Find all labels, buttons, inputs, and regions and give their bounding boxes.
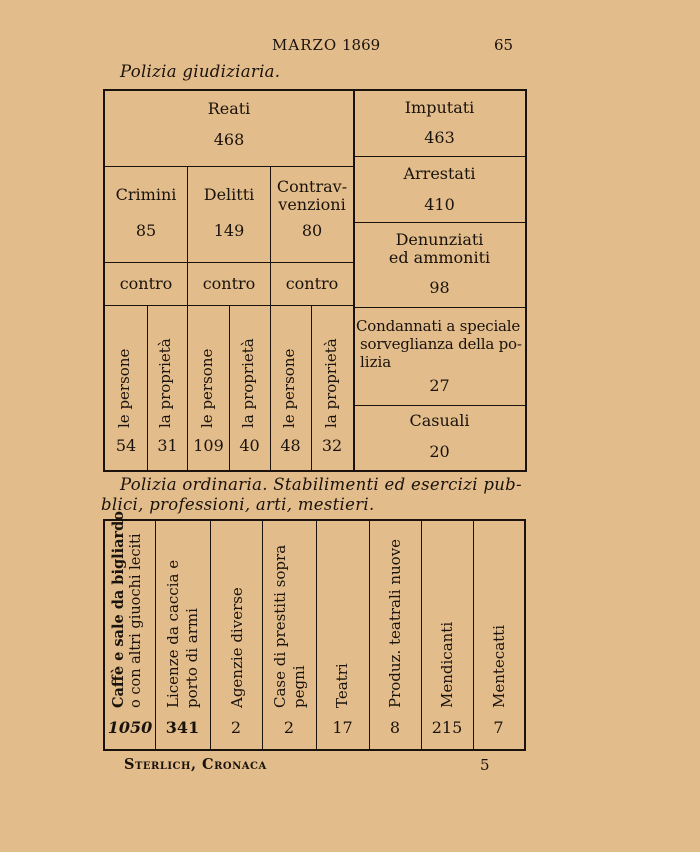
col-caffe-label-2: o con altri giuochi leciti xyxy=(128,533,144,708)
sub-persone-2: le persone xyxy=(198,348,216,428)
reati-label: Reati xyxy=(207,99,251,118)
col-produz-value: 8 xyxy=(389,718,401,737)
col-produz-label: Produz. teatrali nuove xyxy=(386,538,404,708)
ordinary-title-line-2: blici, professioni, arti, mestieri. xyxy=(101,495,375,514)
col-licenze-label-2: porto di armi xyxy=(183,608,201,708)
arrestati-label: Arrestati xyxy=(403,164,476,183)
col-prestiti-label-2: pegni xyxy=(290,665,308,708)
casuali-label: Casuali xyxy=(409,411,470,430)
page-number: 65 xyxy=(494,36,514,54)
contrav-value: 80 xyxy=(301,221,323,240)
sub-proprieta-3: la proprietà xyxy=(322,338,340,428)
reati-value: 468 xyxy=(213,130,245,149)
col-teatri-label: Teatri xyxy=(333,663,351,708)
col-teatri-value: 17 xyxy=(332,718,353,737)
val-proprieta-3: 32 xyxy=(321,436,343,455)
contrav-label-1: Contrav- xyxy=(276,177,348,196)
denunziati-value: 98 xyxy=(429,278,450,297)
condannati-value: 27 xyxy=(429,376,450,395)
col-mendicanti-value: 215 xyxy=(431,718,463,737)
footer-author: Sterlich, Cronaca xyxy=(124,756,267,773)
condannati-line-2: sorveglianza della po- xyxy=(360,335,522,353)
col-mentecatti-label: Mentecatti xyxy=(490,625,508,708)
contro-3: contro xyxy=(285,274,339,293)
val-persone-2: 109 xyxy=(193,436,224,455)
header-year: 1869 xyxy=(342,36,381,54)
judicial-title: Polizia giudiziaria. xyxy=(120,62,281,81)
col-mentecatti-value: 7 xyxy=(493,718,504,737)
running-header xyxy=(272,36,380,54)
denunziati-line-1: Denunziati xyxy=(395,230,484,249)
val-persone-1: 54 xyxy=(115,436,137,455)
header-month: MARZO xyxy=(272,36,338,54)
denunziati-line-2: ed ammoniti xyxy=(388,248,491,267)
col-prestiti-value: 2 xyxy=(283,718,295,737)
imputati-label: Imputati xyxy=(404,98,475,117)
val-proprieta-2: 40 xyxy=(239,436,260,455)
sub-persone-1: le persone xyxy=(115,348,133,428)
col-licenze-label-1: Licenze da caccia e xyxy=(164,559,182,708)
sub-proprieta-1: la proprietà xyxy=(156,338,174,428)
col-caffe-value: 1050 xyxy=(107,718,153,737)
footer-sheet-number: 5 xyxy=(480,756,490,774)
arrestati-value: 410 xyxy=(424,195,455,214)
col-licenze-value: 341 xyxy=(165,718,200,737)
contrav-label-2: venzioni xyxy=(278,195,346,214)
col-caffe-label-1: Caffè e sale da bigliardo xyxy=(110,511,127,708)
crimini-value: 85 xyxy=(135,221,157,240)
casuali-value: 20 xyxy=(429,442,450,461)
col-agenzie-label: Agenzie diverse xyxy=(228,587,246,708)
val-proprieta-1: 31 xyxy=(157,436,178,455)
sub-persone-3: le persone xyxy=(280,348,298,428)
crimini-label: Crimini xyxy=(115,185,177,204)
val-persone-3: 48 xyxy=(280,436,301,455)
delitti-label: Delitti xyxy=(203,185,255,204)
condannati-line-3: lizia xyxy=(360,353,392,371)
contro-1: contro xyxy=(119,274,173,293)
col-prestiti-label-1: Case di prestiti sopra xyxy=(271,544,289,708)
col-agenzie-value: 2 xyxy=(230,718,242,737)
delitti-value: 149 xyxy=(213,221,245,240)
contro-2: contro xyxy=(202,274,256,293)
sub-proprieta-2: la proprietà xyxy=(239,338,257,428)
ordinary-title-line-1: Polizia ordinaria. Stabilimenti ed esercizi pub- xyxy=(120,475,522,494)
imputati-value: 463 xyxy=(424,128,455,147)
col-mendicanti-label: Mendicanti xyxy=(438,621,456,708)
condannati-line-1: Condannati a speciale xyxy=(356,317,521,335)
